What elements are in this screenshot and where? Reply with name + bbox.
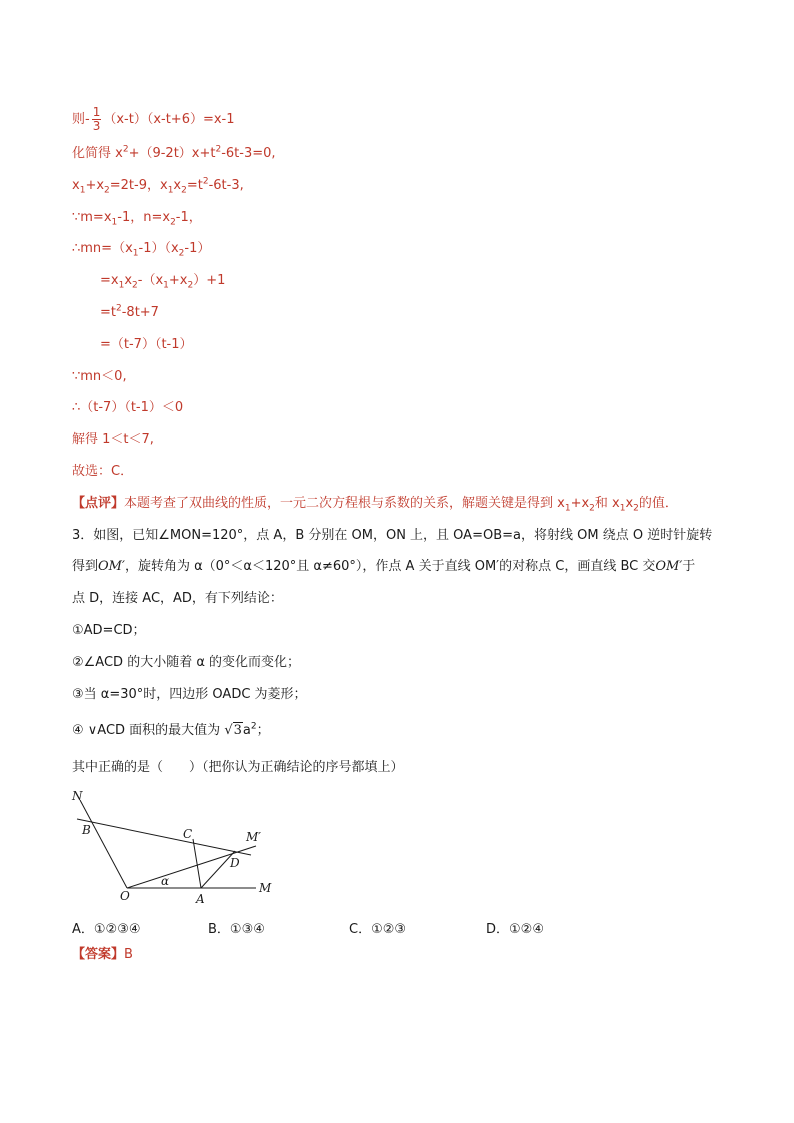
text: 本题考查了双曲线的性质，一元二次方程根与系数的关系，解题关键是得到 x [124,496,565,511]
subscript: 1 [163,280,169,291]
superscript: 2 [250,721,257,732]
text: x [173,178,182,193]
text: 则- [72,112,90,127]
question-line-2 [72,558,695,576]
text: -8t+7 [121,305,159,320]
text: x [124,273,133,288]
text: -1， [175,210,202,225]
option-c[interactable]: C．①②③ [349,922,407,937]
solution-line-12: 故选：C． [72,464,134,479]
answer-value: B [124,947,133,962]
comment-label: 【点评】 [72,496,125,511]
text: =t [100,305,116,320]
text: 得到 [72,559,99,574]
text: -1）（x [138,241,179,256]
solution-line-9: ∵mn＜0, [72,369,127,384]
solution-line-3 [72,177,244,195]
conclusion-1: ①AD=CD； [72,623,146,638]
text: （x-t）（x-t+6）=x-1 [103,112,235,127]
superscript: 2 [116,303,122,314]
superscript: 2 [122,144,129,155]
text: ④ ∨ACD 面积的最大值为 [72,723,221,738]
subscript: 1 [619,503,626,514]
text: =x [100,273,119,288]
text: ∵m=x [72,210,112,225]
subscript: 1 [132,248,139,259]
text: -1） [184,241,211,256]
subscript: 2 [181,185,187,196]
text: -6t-3=0, [221,146,276,161]
subscript: 2 [178,248,185,259]
text: 和 x [594,496,620,511]
superscript: 2 [215,144,222,155]
superscript: 2 [202,176,209,187]
fraction [92,106,102,133]
text: 化简得 x [72,146,123,161]
comment-line [72,495,678,513]
text: 的值． [638,496,678,511]
text: ∴mn=（x [72,241,133,256]
question-prompt: 其中正确的是（ ）（把你认为正确结论的序号都填上） [72,760,404,775]
text: +（9-2t）x+t [128,146,216,161]
text: ； [256,723,270,738]
subscript: 1 [118,280,125,291]
solution-line-8: =（t-7）（t-1） [100,337,193,352]
conclusion-3: ③当 α=30°时，四边形 OADC 为菱形； [72,687,307,702]
text: +x [570,496,590,511]
text: a [242,723,251,738]
subscript: 1 [167,185,174,196]
figure-label: N [72,789,83,803]
geometry-figure [60,782,290,907]
solution-line-11: 解得 1＜t＜7, [72,432,154,447]
figure-label: A [196,892,205,906]
figure-label: C [183,827,193,841]
text: -1，n=x [117,210,171,225]
subscript: 2 [187,280,194,291]
solution-line-2 [72,145,276,163]
option-b[interactable]: B．①③④ [208,922,265,937]
segment-ON [80,800,127,888]
solution-line-10: ∴（t-7）（t-1）＜0 [72,400,184,415]
solution-line-6 [100,272,225,290]
figure-label: D [230,856,240,870]
answer-line [72,946,133,964]
text: -6t-3, [208,178,244,193]
sqrt-radicand: 3 [233,723,242,738]
solution-line-4 [72,209,202,227]
figure-label: M [259,881,272,895]
segment-AC [193,839,201,888]
fraction-denominator: 3 [92,119,101,133]
subscript: 2 [104,185,110,196]
option-a[interactable]: A．①②③④ [72,922,141,937]
subscript: 2 [132,280,138,291]
text: +x [85,178,105,193]
text: =2t-9，x [109,178,168,193]
figure-label: B [82,823,91,837]
conclusion-4 [72,722,270,740]
figure-label: M′ [246,830,262,844]
solution-line-1 [72,106,235,133]
math-om-prime: OM′ [655,559,683,574]
text: 于 [682,559,696,574]
fraction-numerator: 1 [92,105,101,119]
subscript: 1 [564,503,571,514]
subscript: 1 [111,217,118,228]
conclusion-2: ②∠ACD 的大小随着 α 的变化而变化； [72,655,301,670]
question-line-1: 3．如图，已知∠MON=120°，点 A，B 分别在 OM，ON 上，且 OA=OB=a，将射线 OM 绕点 O 逆时针旋转 [72,528,713,543]
text: x [625,496,634,511]
text: ，旋转角为 α（0°＜α＜120°且 α≠60°），作点 A 关于直线 OM′的对称点 C，画直线 BC 交 [124,559,656,574]
text: =t [186,178,203,193]
line-BC [77,819,251,855]
figure-label: α [161,874,170,888]
question-line-3: 点 D，连接 AC，AD，有下列结论： [72,591,283,606]
answer-label: 【答案】 [72,947,125,962]
subscript: 2 [170,217,176,228]
solution-line-7 [100,304,159,322]
solution-line-5 [72,240,210,258]
math-om-prime: OM′ [98,559,125,574]
subscript: 1 [79,185,86,196]
sqrt-symbol: √3 [224,723,242,738]
text: +x [168,273,188,288]
text: -（x [137,273,164,288]
text: x [72,178,80,193]
figure-label: O [120,889,130,903]
option-d[interactable]: D．①②④ [486,922,544,937]
text: ）+1 [193,273,226,288]
subscript: 2 [589,503,595,514]
subscript: 2 [633,503,639,514]
